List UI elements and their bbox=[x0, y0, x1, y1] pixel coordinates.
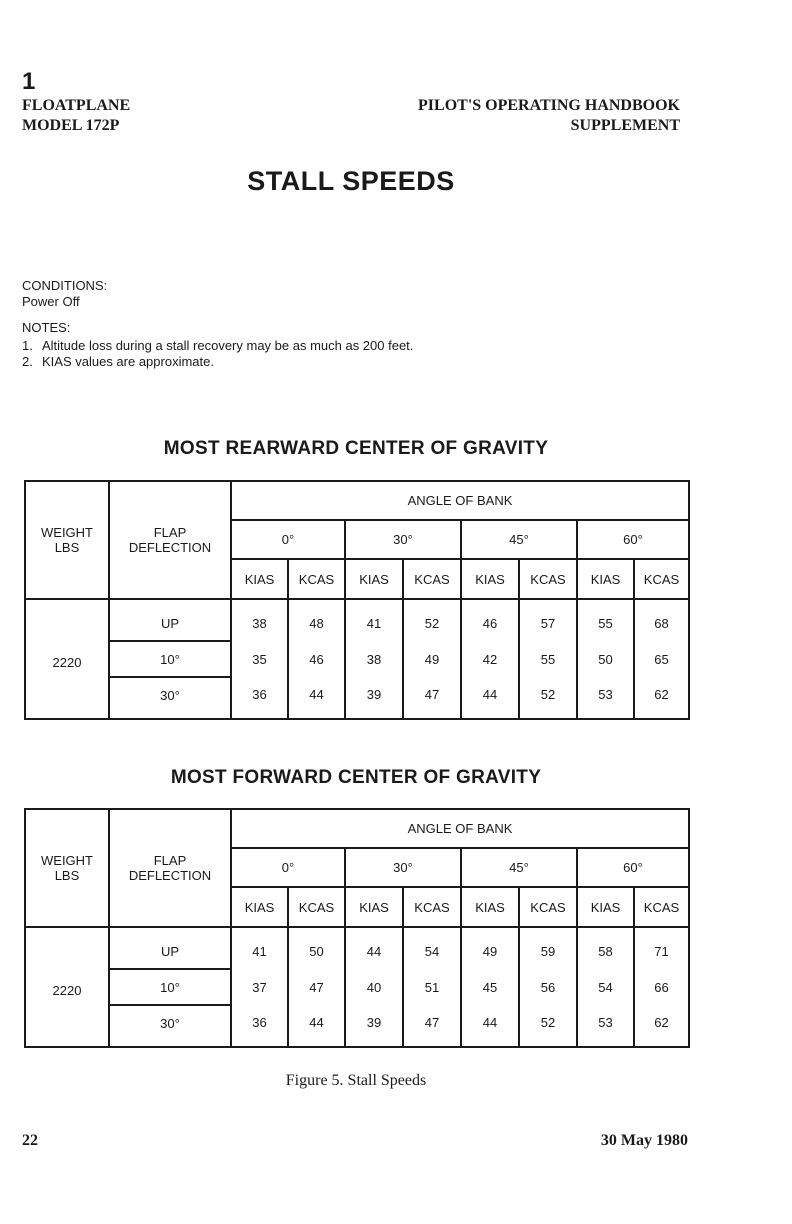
kcas-value-cell: 51 bbox=[403, 969, 461, 1005]
section-number: 1 bbox=[22, 68, 36, 95]
kcas-value-cell: 47 bbox=[288, 969, 345, 1005]
table-row bbox=[25, 927, 689, 969]
flap-header bbox=[109, 481, 231, 599]
kias-value-cell: 38 bbox=[345, 641, 403, 677]
handbook-subtitle: SUPPLEMENT bbox=[570, 117, 680, 134]
kcas-value-cell: 62 bbox=[634, 1005, 689, 1047]
kcas-value-cell: 47 bbox=[403, 677, 461, 719]
notes-label: NOTES: bbox=[22, 320, 71, 335]
kias-header: KIAS bbox=[577, 559, 634, 599]
kias-header: KIAS bbox=[461, 559, 519, 599]
kias-value-cell: 44 bbox=[345, 927, 403, 969]
page-date: 30 May 1980 bbox=[600, 1132, 688, 1149]
note-text: KIAS values are approximate. bbox=[42, 354, 214, 369]
note-number: 2. bbox=[22, 354, 33, 369]
flap-header bbox=[109, 809, 231, 927]
angle-header-0: 0° bbox=[231, 520, 345, 559]
conditions-block bbox=[22, 278, 107, 310]
table-title-forward: MOST FORWARD CENTER OF GRAVITY bbox=[170, 767, 542, 788]
kcas-header: KCAS bbox=[519, 887, 577, 927]
kcas-value-cell: 71 bbox=[634, 927, 689, 969]
angle-header-30: 30° bbox=[345, 520, 461, 559]
angle-header-60: 60° bbox=[577, 848, 689, 887]
notes-block bbox=[22, 320, 413, 370]
note-item bbox=[22, 354, 413, 370]
kias-value-cell: 41 bbox=[345, 599, 403, 641]
conditions-text: Power Off bbox=[22, 294, 80, 309]
kcas-value-cell: 52 bbox=[519, 1005, 577, 1047]
kcas-header: KCAS bbox=[403, 887, 461, 927]
kcas-value-cell: 54 bbox=[403, 927, 461, 969]
aircraft-type: FLOATPLANE bbox=[22, 97, 131, 114]
kcas-value-cell: 62 bbox=[634, 677, 689, 719]
weight-header-line2: LBS bbox=[54, 868, 80, 883]
kias-value-cell: 37 bbox=[231, 969, 288, 1005]
table-row bbox=[25, 677, 689, 719]
stall-speed-table-rearward bbox=[24, 480, 690, 720]
kias-header: KIAS bbox=[461, 887, 519, 927]
kias-value-cell: 40 bbox=[345, 969, 403, 1005]
table-row bbox=[25, 599, 689, 641]
kcas-header: KCAS bbox=[634, 887, 689, 927]
kcas-value-cell: 44 bbox=[288, 1005, 345, 1047]
kias-value-cell: 54 bbox=[577, 969, 634, 1005]
kcas-header: KCAS bbox=[519, 559, 577, 599]
kias-header: KIAS bbox=[231, 559, 288, 599]
kcas-value-cell: 50 bbox=[288, 927, 345, 969]
flap-cell: UP bbox=[109, 599, 231, 641]
aircraft-model: MODEL 172P bbox=[22, 117, 120, 134]
kcas-header: KCAS bbox=[403, 559, 461, 599]
kias-value-cell: 36 bbox=[231, 1005, 288, 1047]
flap-cell: 10° bbox=[109, 969, 231, 1005]
kcas-value-cell: 52 bbox=[519, 677, 577, 719]
kias-value-cell: 39 bbox=[345, 677, 403, 719]
angle-header-0: 0° bbox=[231, 848, 345, 887]
table-title-rearward: MOST REARWARD CENTER OF GRAVITY bbox=[163, 438, 549, 459]
weight-header-line2: LBS bbox=[54, 540, 80, 555]
angle-header-45: 45° bbox=[461, 848, 577, 887]
kias-value-cell: 46 bbox=[461, 599, 519, 641]
conditions-label: CONDITIONS: bbox=[22, 278, 108, 293]
kcas-value-cell: 47 bbox=[403, 1005, 461, 1047]
flap-cell: 30° bbox=[109, 677, 231, 719]
note-item bbox=[22, 338, 413, 354]
page-number: 22 bbox=[22, 1132, 38, 1149]
angle-header-30: 30° bbox=[345, 848, 461, 887]
kias-value-cell: 58 bbox=[577, 927, 634, 969]
kcas-header: KCAS bbox=[288, 559, 345, 599]
kias-value-cell: 44 bbox=[461, 1005, 519, 1047]
flap-header-line1: FLAP bbox=[153, 525, 187, 540]
angle-of-bank-header: ANGLE OF BANK bbox=[231, 481, 689, 520]
kcas-value-cell: 46 bbox=[288, 641, 345, 677]
kcas-value-cell: 55 bbox=[519, 641, 577, 677]
kias-value-cell: 36 bbox=[231, 677, 288, 719]
flap-cell: 30° bbox=[109, 1005, 231, 1047]
weight-header-line1: WEIGHT bbox=[41, 525, 93, 540]
angle-header-60: 60° bbox=[577, 520, 689, 559]
kias-header: KIAS bbox=[345, 559, 403, 599]
kias-value-cell: 53 bbox=[577, 1005, 634, 1047]
stall-speed-table-forward bbox=[24, 808, 690, 1048]
note-text: Altitude loss during a stall recovery may be as much as 200 feet. bbox=[42, 338, 414, 353]
kias-value-cell: 41 bbox=[231, 927, 288, 969]
weight-cell: 2220 bbox=[25, 599, 109, 719]
kias-value-cell: 49 bbox=[461, 927, 519, 969]
kcas-header: KCAS bbox=[288, 887, 345, 927]
kias-value-cell: 39 bbox=[345, 1005, 403, 1047]
kcas-header: KCAS bbox=[634, 559, 689, 599]
page-title: STALL SPEEDS bbox=[247, 166, 455, 196]
flap-cell: UP bbox=[109, 927, 231, 969]
weight-header bbox=[25, 481, 109, 599]
weight-header-line1: WEIGHT bbox=[41, 853, 93, 868]
kcas-value-cell: 66 bbox=[634, 969, 689, 1005]
table-row bbox=[25, 969, 689, 1005]
kcas-value-cell: 52 bbox=[403, 599, 461, 641]
kcas-value-cell: 68 bbox=[634, 599, 689, 641]
kias-header: KIAS bbox=[577, 887, 634, 927]
kias-value-cell: 38 bbox=[231, 599, 288, 641]
kias-value-cell: 42 bbox=[461, 641, 519, 677]
kias-value-cell: 50 bbox=[577, 641, 634, 677]
flap-cell: 10° bbox=[109, 641, 231, 677]
kcas-value-cell: 59 bbox=[519, 927, 577, 969]
flap-header-line2: DEFLECTION bbox=[128, 540, 212, 555]
kcas-value-cell: 57 bbox=[519, 599, 577, 641]
handbook-title: PILOT'S OPERATING HANDBOOK bbox=[418, 97, 680, 114]
kcas-value-cell: 65 bbox=[634, 641, 689, 677]
kias-value-cell: 44 bbox=[461, 677, 519, 719]
weight-header bbox=[25, 809, 109, 927]
table-row bbox=[25, 641, 689, 677]
flap-header-line1: FLAP bbox=[153, 853, 187, 868]
kcas-value-cell: 48 bbox=[288, 599, 345, 641]
kias-header: KIAS bbox=[345, 887, 403, 927]
kcas-value-cell: 56 bbox=[519, 969, 577, 1005]
kias-header: KIAS bbox=[231, 887, 288, 927]
flap-header-line2: DEFLECTION bbox=[128, 868, 212, 883]
note-number: 1. bbox=[22, 338, 33, 353]
header-right bbox=[418, 96, 680, 136]
kias-value-cell: 35 bbox=[231, 641, 288, 677]
header-left bbox=[22, 96, 130, 136]
kias-value-cell: 45 bbox=[461, 969, 519, 1005]
kias-value-cell: 53 bbox=[577, 677, 634, 719]
table-row bbox=[25, 1005, 689, 1047]
figure-caption: Figure 5. Stall Speeds bbox=[285, 1072, 427, 1089]
weight-cell: 2220 bbox=[25, 927, 109, 1047]
kcas-value-cell: 49 bbox=[403, 641, 461, 677]
kcas-value-cell: 44 bbox=[288, 677, 345, 719]
kias-value-cell: 55 bbox=[577, 599, 634, 641]
angle-of-bank-header: ANGLE OF BANK bbox=[231, 809, 689, 848]
angle-header-45: 45° bbox=[461, 520, 577, 559]
